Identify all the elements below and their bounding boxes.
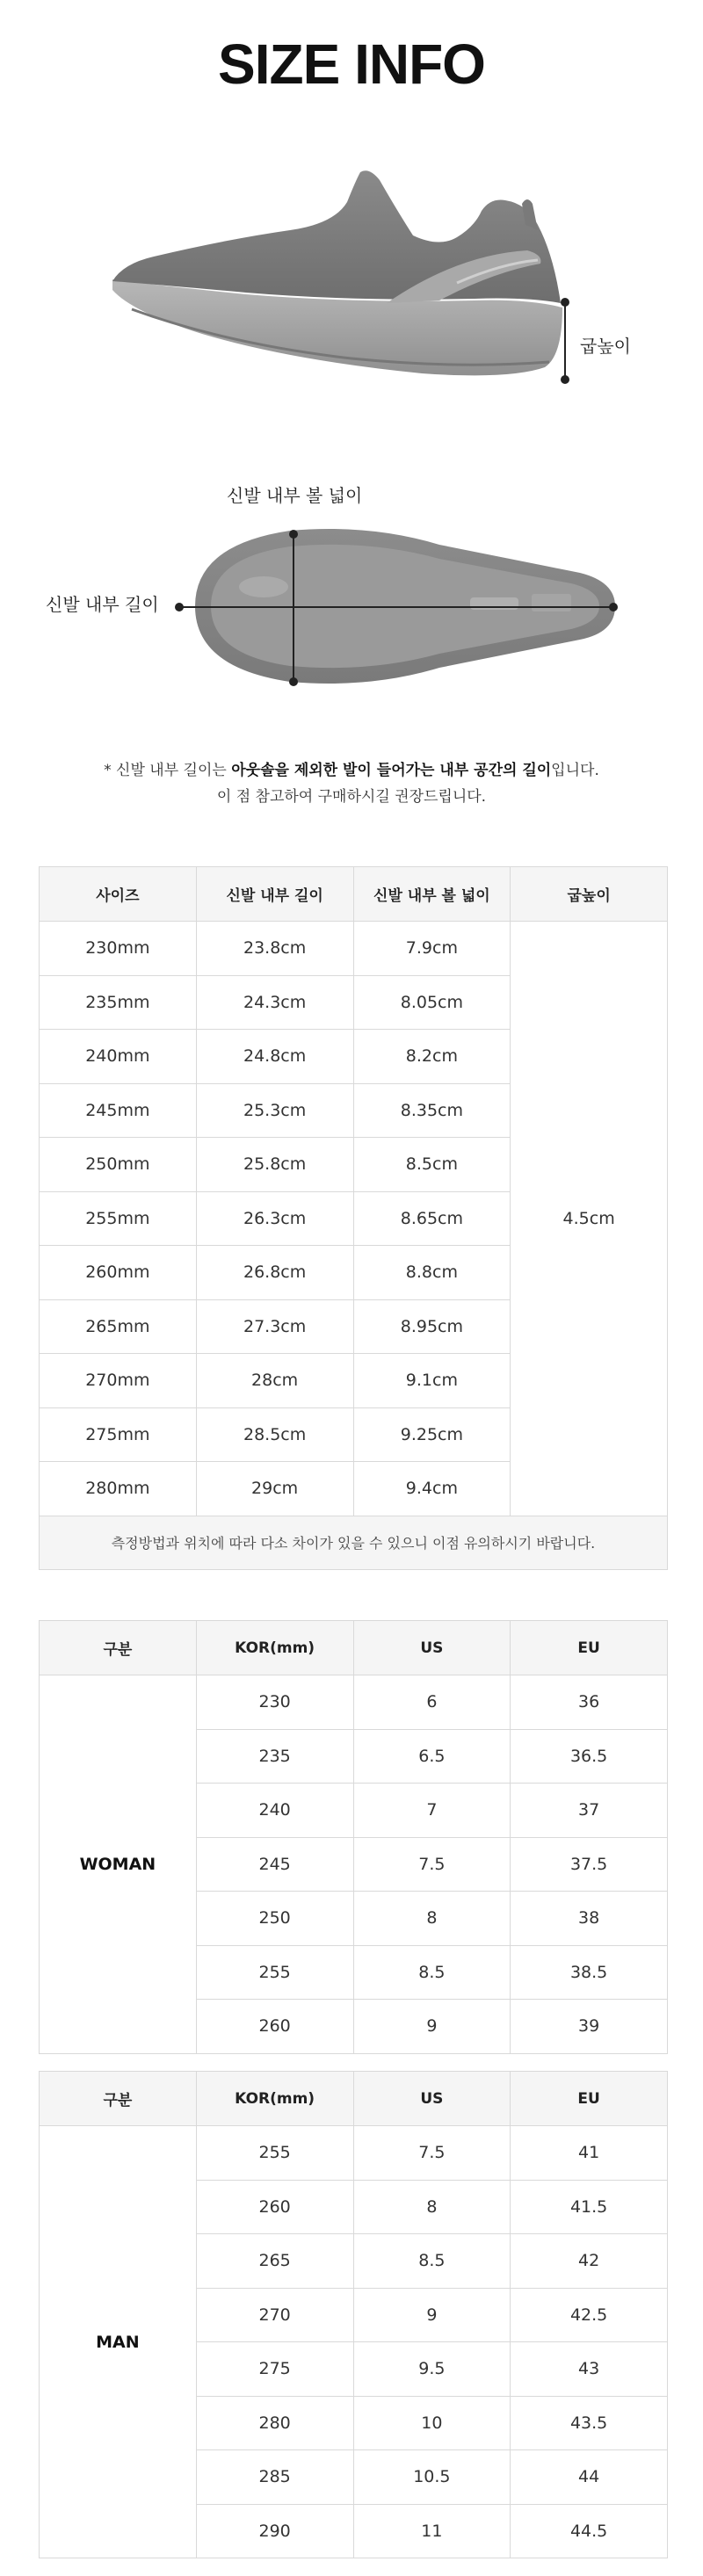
us-cell: 9.5 (353, 2342, 511, 2397)
inner-width-cell: 9.25cm (353, 1407, 511, 1462)
eu-cell: 41 (511, 2126, 668, 2181)
us-cell: 8 (353, 1892, 511, 1946)
us-cell: 8.5 (353, 2234, 511, 2289)
header-size: 사이즈 (40, 867, 197, 922)
eu-cell: 36.5 (511, 1729, 668, 1784)
note-line-2: 이 점 참고하여 구매하시길 권장드립니다. (216, 788, 487, 806)
inner-length-cell: 25.3cm (196, 1083, 353, 1138)
table-row (40, 2126, 668, 2181)
us-cell: 8.5 (353, 1945, 511, 2000)
table-row (40, 1675, 668, 1730)
header-us: US (353, 1621, 511, 1675)
size-cell: 250mm (40, 1138, 197, 1192)
size-table (39, 866, 668, 1570)
eu-cell: 41.5 (511, 2180, 668, 2234)
us-cell: 7 (353, 1784, 511, 1838)
eu-cell: 38 (511, 1892, 668, 1946)
eu-cell: 42 (511, 2234, 668, 2289)
kor-cell: 290 (196, 2504, 353, 2558)
size-cell: 265mm (40, 1299, 197, 1354)
inner-length-cell: 24.3cm (196, 975, 353, 1030)
inner-width-cell: 8.95cm (353, 1299, 511, 1354)
inner-width-cell: 9.4cm (353, 1462, 511, 1516)
inner-length-cell: 28cm (196, 1354, 353, 1408)
eu-cell: 38.5 (511, 1945, 668, 2000)
shoe-top-view (0, 510, 703, 712)
kor-cell: 235 (196, 1729, 353, 1784)
size-cell: 270mm (40, 1354, 197, 1408)
inner-width-cell: 9.1cm (353, 1354, 511, 1408)
woman-size-table (39, 1620, 668, 2054)
kor-cell: 255 (196, 2126, 353, 2181)
note-line-1: * 신발 내부 길이는 아웃솔을 제외한 발이 들어가는 내부 공간의 길이입니다. (104, 762, 599, 779)
inner-width-cell: 8.65cm (353, 1191, 511, 1246)
eu-cell: 44 (511, 2450, 668, 2505)
kor-cell: 260 (196, 2000, 353, 2054)
header-kor: KOR(mm) (196, 2072, 353, 2126)
us-cell: 9 (353, 2288, 511, 2342)
kor-cell: 265 (196, 2234, 353, 2289)
eu-cell: 37 (511, 1784, 668, 1838)
header-us: US (353, 2072, 511, 2126)
kor-cell: 245 (196, 1837, 353, 1892)
heel-height-label: 굽높이 (580, 336, 631, 357)
inner-width-cell: 8.2cm (353, 1030, 511, 1084)
table-footnote: 측정방법과 위치에 따라 다소 차이가 있을 수 있으니 이점 유의하시기 바랍니다. (40, 1516, 668, 1569)
us-cell: 6 (353, 1675, 511, 1730)
group-label: WOMAN (40, 1675, 197, 2054)
inner-length-cell: 28.5cm (196, 1407, 353, 1462)
size-cell: 275mm (40, 1407, 197, 1462)
inner-length-cell: 29cm (196, 1462, 353, 1516)
length-label: 신발 내부 길이 (46, 594, 159, 615)
eu-cell: 36 (511, 1675, 668, 1730)
eu-cell: 42.5 (511, 2288, 668, 2342)
eu-cell: 43 (511, 2342, 668, 2397)
eu-cell: 37.5 (511, 1837, 668, 1892)
us-cell: 10 (353, 2396, 511, 2450)
kor-cell: 260 (196, 2180, 353, 2234)
heel-height-cell: 4.5cm (511, 922, 668, 1516)
inner-width-cell: 8.8cm (353, 1246, 511, 1300)
header-eu: EU (511, 2072, 668, 2126)
inner-width-cell: 7.9cm (353, 922, 511, 976)
group-label: MAN (40, 2126, 197, 2558)
kor-cell: 240 (196, 1784, 353, 1838)
kor-cell: 255 (196, 1945, 353, 2000)
us-cell: 7.5 (353, 1837, 511, 1892)
us-cell: 8 (353, 2180, 511, 2234)
size-cell: 230mm (40, 922, 197, 976)
inner-width-cell: 8.5cm (353, 1138, 511, 1192)
kor-cell: 280 (196, 2396, 353, 2450)
kor-cell: 270 (196, 2288, 353, 2342)
header-inner-length: 신발 내부 길이 (196, 867, 353, 922)
table-footnote-row (40, 1516, 668, 1569)
man-size-table (39, 2071, 668, 2558)
inner-length-cell: 26.3cm (196, 1191, 353, 1246)
inner-width-cell: 8.35cm (353, 1083, 511, 1138)
kor-cell: 230 (196, 1675, 353, 1730)
size-cell: 280mm (40, 1462, 197, 1516)
size-cell: 235mm (40, 975, 197, 1030)
eu-cell: 43.5 (511, 2396, 668, 2450)
eu-cell: 44.5 (511, 2504, 668, 2558)
eu-cell: 39 (511, 2000, 668, 2054)
measurement-note (0, 757, 703, 810)
kor-cell: 275 (196, 2342, 353, 2397)
us-cell: 9 (353, 2000, 511, 2054)
us-cell: 10.5 (353, 2450, 511, 2505)
us-cell: 11 (353, 2504, 511, 2558)
header-category: 구분 (40, 2072, 197, 2126)
page-title: SIZE INFO (218, 33, 485, 96)
size-cell: 240mm (40, 1030, 197, 1084)
header-category: 구분 (40, 1621, 197, 1675)
kor-cell: 285 (196, 2450, 353, 2505)
size-cell: 255mm (40, 1191, 197, 1246)
inner-length-cell: 26.8cm (196, 1246, 353, 1300)
table-row (40, 922, 668, 976)
size-cell: 260mm (40, 1246, 197, 1300)
inner-length-cell: 27.3cm (196, 1299, 353, 1354)
us-cell: 7.5 (353, 2126, 511, 2181)
us-cell: 6.5 (353, 1729, 511, 1784)
shoe-side-view (0, 158, 703, 413)
inner-length-cell: 23.8cm (196, 922, 353, 976)
header-inner-width: 신발 내부 볼 넓이 (353, 867, 511, 922)
kor-cell: 250 (196, 1892, 353, 1946)
size-cell: 245mm (40, 1083, 197, 1138)
width-label: 신발 내부 볼 넓이 (227, 485, 363, 506)
inner-length-cell: 25.8cm (196, 1138, 353, 1192)
header-heel-height: 굽높이 (511, 867, 668, 922)
header-kor: KOR(mm) (196, 1621, 353, 1675)
header-eu: EU (511, 1621, 668, 1675)
inner-width-cell: 8.05cm (353, 975, 511, 1030)
inner-length-cell: 24.8cm (196, 1030, 353, 1084)
